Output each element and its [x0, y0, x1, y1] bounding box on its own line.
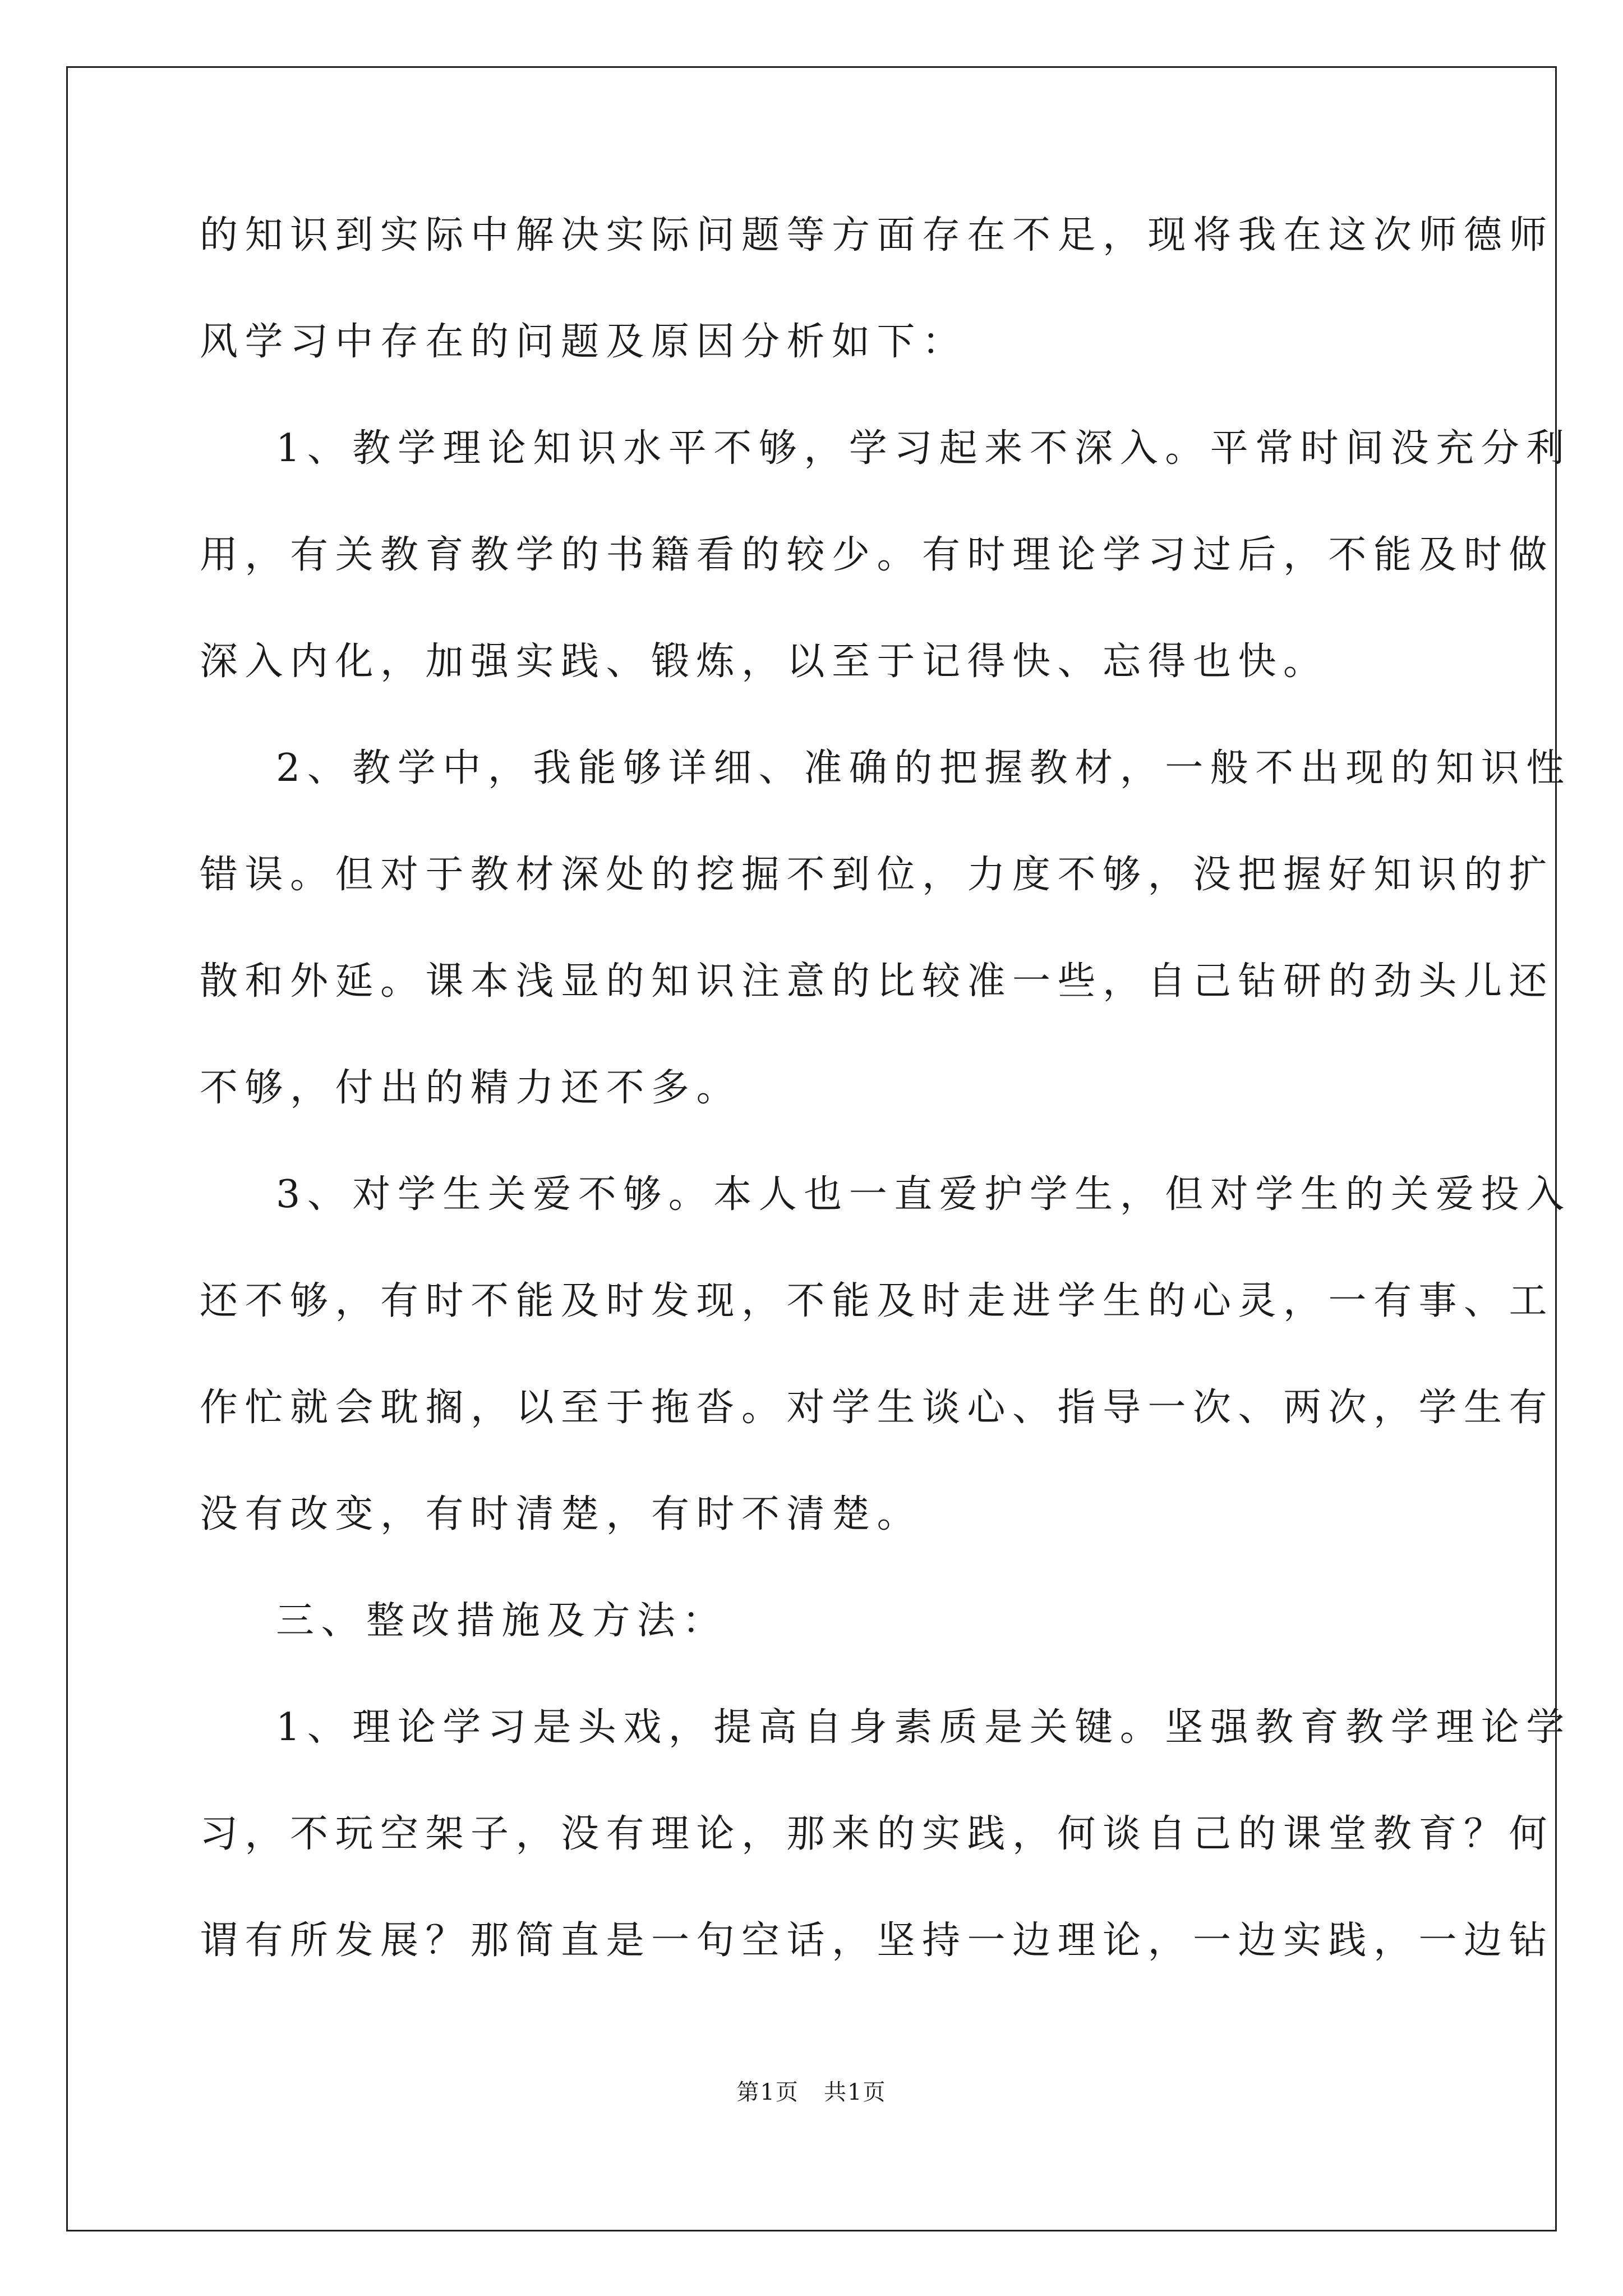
text-line-4: 用，有关教育教学的书籍看的较少。有时理论学习过后，不能及时做 [200, 533, 1555, 577]
text-line-1: 的知识到实际中解决实际问题等方面存在不足，现将我在这次师德师 [200, 213, 1555, 257]
text-line-15: 1、理论学习是头戏，提高自身素质是关键。坚强教育教学理论学 [276, 1705, 1571, 1750]
text-line-17: 谓有所发展？那简直是一句空话，坚持一边理论，一边实践，一边钻 [200, 1918, 1555, 1963]
text-line-8: 散和外延。课本浅显的知识注意的比较准一些，自己钻研的劲头儿还 [200, 959, 1555, 1004]
text-line-9: 不够，付出的精力还不多。 [200, 1066, 742, 1110]
text-line-7: 错误。但对于教材深处的挖掘不到位，力度不够，没把握好知识的扩 [200, 853, 1555, 897]
text-line-12: 作忙就会耽搁，以至于拖沓。对学生谈心、指导一次、两次，学生有 [200, 1386, 1555, 1430]
text-line-6: 2、教学中，我能够详细、准确的把握教材，一般不出现的知识性 [276, 746, 1571, 790]
text-line-10: 3、对学生关爱不够。本人也一直爱护学生，但对学生的关爱投入 [276, 1172, 1571, 1217]
text-line-2: 风学习中存在的问题及原因分析如下： [200, 320, 967, 364]
document-body [200, 210, 1571, 2022]
text-line-13: 没有改变，有时清楚，有时不清楚。 [200, 1492, 923, 1536]
text-line-11: 还不够，有时不能及时发现，不能及时走进学生的心灵，一有事、工 [200, 1279, 1555, 1323]
text-line-5: 深入内化，加强实践、锻炼，以至于记得快、忘得也快。 [200, 639, 1329, 684]
text-line-16: 习，不玩空架子，没有理论，那来的实践，何谈自己的课堂教育？何 [200, 1812, 1555, 1856]
page-number: 第1页 共1页 [736, 2079, 887, 2105]
text-line-3: 1、教学理论知识水平不够，学习起来不深入。平常时间没充分利 [276, 426, 1571, 471]
section-heading: 三、整改措施及方法： [276, 1599, 728, 1643]
